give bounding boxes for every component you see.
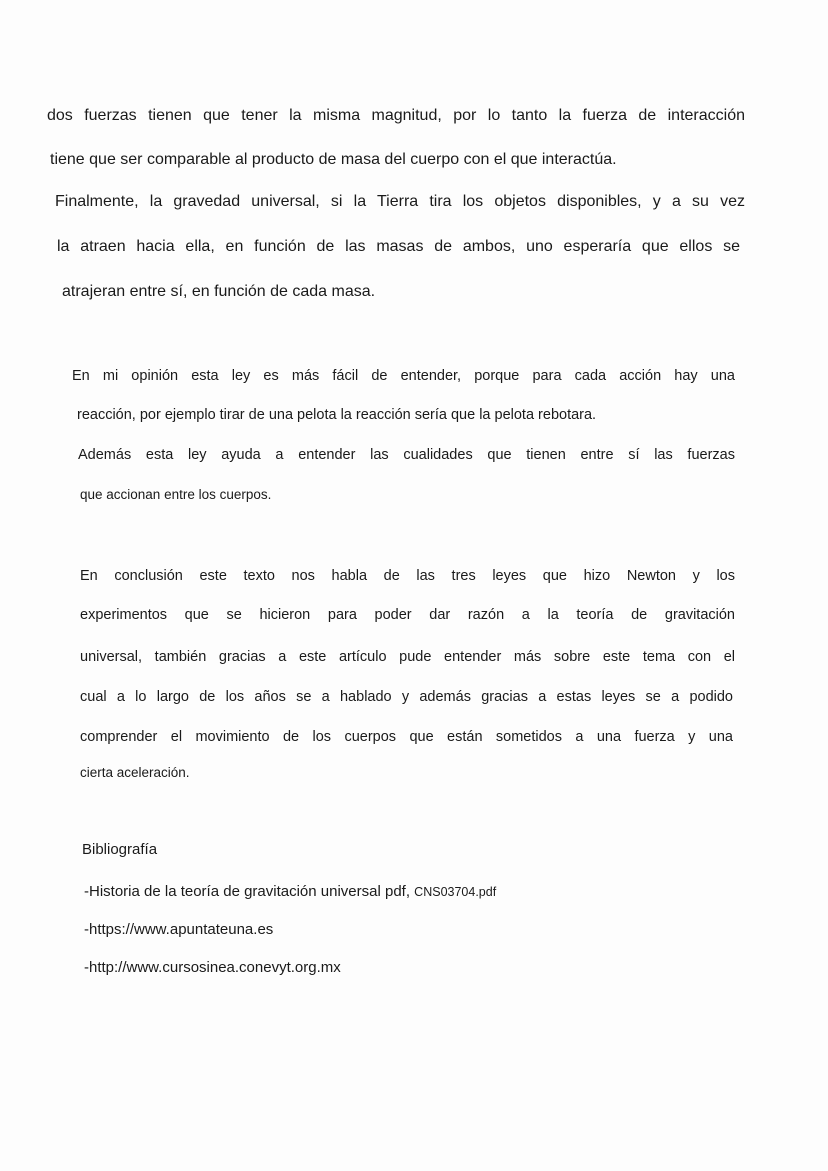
entry-file: CNS03704.pdf xyxy=(414,885,497,899)
text-line: En mi opinión esta ley es más fácil de entender, porque para cada acción hay una xyxy=(72,368,735,384)
bibliography-title: Bibliografía xyxy=(82,841,158,858)
bibliography-entry xyxy=(84,882,496,902)
text-line: la atraen hacia ella, en función de las masas de ambos, uno esperaría que ellos se xyxy=(57,238,740,255)
text-line: cual a lo largo de los años se a hablado y además gracias a estas leyes se a podido xyxy=(80,689,733,705)
text-line: comprender el movimiento de los cuerpos que están sometidos a una fuerza y una xyxy=(80,729,733,745)
text-line: que accionan entre los cuerpos. xyxy=(80,487,272,502)
bibliography-entry: -http://www.cursosinea.conevyt.org.mx xyxy=(84,959,341,976)
text-line: En conclusión este texto nos habla de las tres leyes que hizo Newton y los xyxy=(80,568,735,584)
text-line: Además esta ley ayuda a entender las cualidades que tienen entre sí las fuerzas xyxy=(78,447,735,463)
text-line: cierta aceleración. xyxy=(80,765,190,780)
entry-text: -Historia de la teoría de gravitación universal pdf, xyxy=(84,883,415,900)
text-line: dos fuerzas tienen que tener la misma magnitud, por lo tanto la fuerza de interacción xyxy=(47,107,745,124)
bibliography-entry: -https://www.apuntateuna.es xyxy=(84,921,274,938)
text-line: atrajeran entre sí, en función de cada masa. xyxy=(62,283,376,300)
text-line: experimentos que se hicieron para poder dar razón a la teoría de gravitación xyxy=(80,607,735,623)
text-line: Finalmente, la gravedad universal, si la Tierra tira los objetos disponibles, y a su vez xyxy=(55,193,745,210)
text-line: tiene que ser comparable al producto de masa del cuerpo con el que interactúa. xyxy=(50,151,617,168)
text-line: reacción, por ejemplo tirar de una pelota la reacción sería que la pelota rebotara. xyxy=(77,407,597,423)
text-line: universal, también gracias a este artículo pude entender más sobre este tema con el xyxy=(80,649,735,665)
